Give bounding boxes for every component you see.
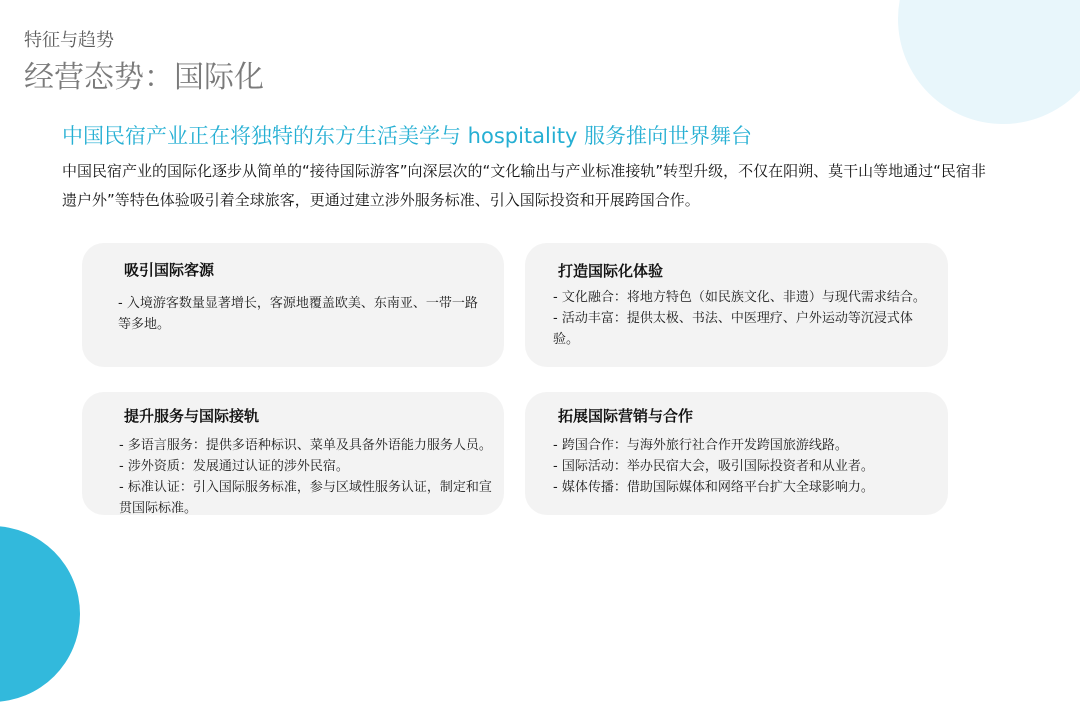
card-attract-international-guests bbox=[82, 243, 504, 367]
card-line: - 活动丰富：提供太极、书法、中医理疗、户外运动等沉浸式体验。 bbox=[553, 311, 913, 347]
card-international-experience bbox=[525, 243, 948, 367]
card-title: 提升服务与国际接轨 bbox=[124, 407, 260, 425]
page-title: 经营态势：国际化 bbox=[24, 60, 264, 95]
card-body bbox=[119, 435, 499, 515]
card-service-international-standards bbox=[82, 392, 504, 515]
card-body bbox=[553, 435, 933, 498]
headline: 中国民宿产业正在将独特的东方生活美学与 hospitality 服务推向世界舞台 bbox=[62, 124, 753, 148]
decorative-circle-top-right bbox=[898, 0, 1080, 124]
card-line: - 文化融合：将地方特色（如民族文化、非遗）与现代需求结合。 bbox=[553, 290, 926, 305]
card-body bbox=[553, 287, 928, 350]
card-line: - 国际活动：举办民宿大会，吸引国际投资者和从业者。 bbox=[553, 459, 874, 474]
card-body bbox=[118, 293, 486, 335]
card-line: - 媒体传播：借助国际媒体和网络平台扩大全球影响力。 bbox=[553, 480, 874, 495]
card-line: - 多语言服务：提供多语种标识、菜单及具备外语能力服务人员。 bbox=[119, 438, 492, 453]
card-title: 打造国际化体验 bbox=[558, 262, 664, 280]
card-line: - 涉外资质：发展通过认证的涉外民宿。 bbox=[119, 459, 349, 474]
card-international-marketing-cooperation bbox=[525, 392, 948, 515]
card-line: - 跨国合作：与海外旅行社合作开发跨国旅游线路。 bbox=[553, 438, 848, 453]
section-label: 特征与趋势 bbox=[24, 30, 114, 51]
card-title: 吸引国际客源 bbox=[124, 261, 215, 279]
intro-paragraph: 中国民宿产业的国际化逐步从简单的“接待国际游客”向深层次的“文化输出与产业标准接轨”转型升级，不仅在阳朔、莫干山等地通过“民宿非遗户外”等特色体验吸引着全球旅客，更通过建立涉外服务标准、引入国际投资和开展跨国合作。 bbox=[62, 162, 986, 209]
card-line: - 入境游客数量显著增长，客源地覆盖欧美、东南亚、一带一路等多地。 bbox=[118, 296, 478, 332]
card-line: - 标准认证：引入国际服务标准，参与区域性服务认证，制定和宣贯国际标准。 bbox=[119, 480, 492, 515]
decorative-circle-bottom-left bbox=[0, 526, 80, 702]
card-title: 拓展国际营销与合作 bbox=[558, 407, 694, 425]
